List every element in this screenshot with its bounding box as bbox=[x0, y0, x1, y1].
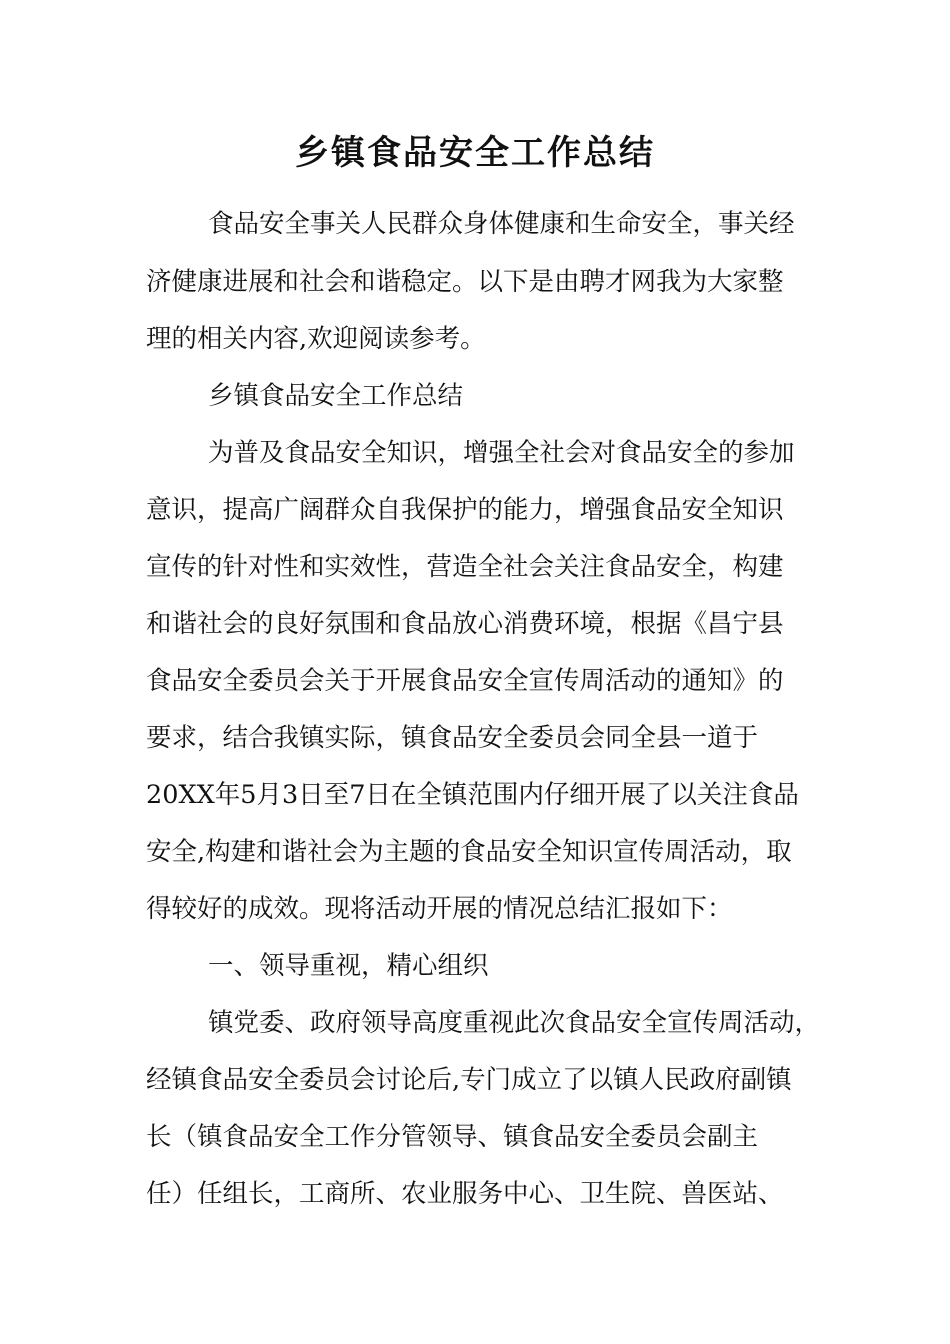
section-heading: 乡镇食品安全工作总结 bbox=[208, 381, 464, 411]
paragraph-line: 20XX年5月3日至7日在全镇范围内仔细开展了以关注食品 bbox=[146, 780, 799, 810]
document-title: 乡镇食品安全工作总结 bbox=[295, 133, 655, 173]
paragraph-line: 为普及食品安全知识，增强全社会对食品安全的参加 bbox=[208, 438, 795, 468]
paragraph-line: 食品安全委员会关于开展食品安全宣传周活动的通知》的 bbox=[146, 666, 784, 696]
paragraph-line: 和谐社会的良好氛围和食品放心消费环境，根据《昌宁县 bbox=[146, 609, 784, 639]
paragraph-line: 任）任组长，工商所、农业服务中心、卫生院、兽医站、 bbox=[146, 1179, 784, 1209]
paragraph-line: 要求，结合我镇实际，镇食品安全委员会同全县一道于 bbox=[146, 723, 759, 753]
section-heading: 一、领导重视，精心组织 bbox=[208, 951, 489, 981]
paragraph-line: 济健康进展和社会和谐稳定。以下是由聘才网我为大家整 bbox=[146, 267, 784, 297]
paragraph-line: 镇党委、政府领导高度重视此次食品安全宣传周活动， bbox=[208, 1008, 821, 1038]
paragraph-line: 理的相关内容,欢迎阅读参考。 bbox=[146, 324, 486, 354]
paragraph-line: 得较好的成效。现将活动开展的情况总结汇报如下： bbox=[146, 894, 733, 924]
paragraph-line: 经镇食品安全委员会讨论后,专门成立了以镇人民政府副镇 bbox=[146, 1065, 792, 1095]
paragraph-line: 长（镇食品安全工作分管领导、镇食品安全委员会副主 bbox=[146, 1122, 759, 1152]
paragraph-line: 安全,构建和谐社会为主题的食品安全知识宣传周活动，取 bbox=[146, 837, 792, 867]
paragraph-line: 食品安全事关人民群众身体健康和生命安全，事关经 bbox=[208, 209, 795, 239]
paragraph-line: 宣传的针对性和实效性，营造全社会关注食品安全，构建 bbox=[146, 552, 784, 582]
paragraph-line: 意识，提高广阔群众自我保护的能力，增强食品安全知识 bbox=[146, 495, 784, 525]
